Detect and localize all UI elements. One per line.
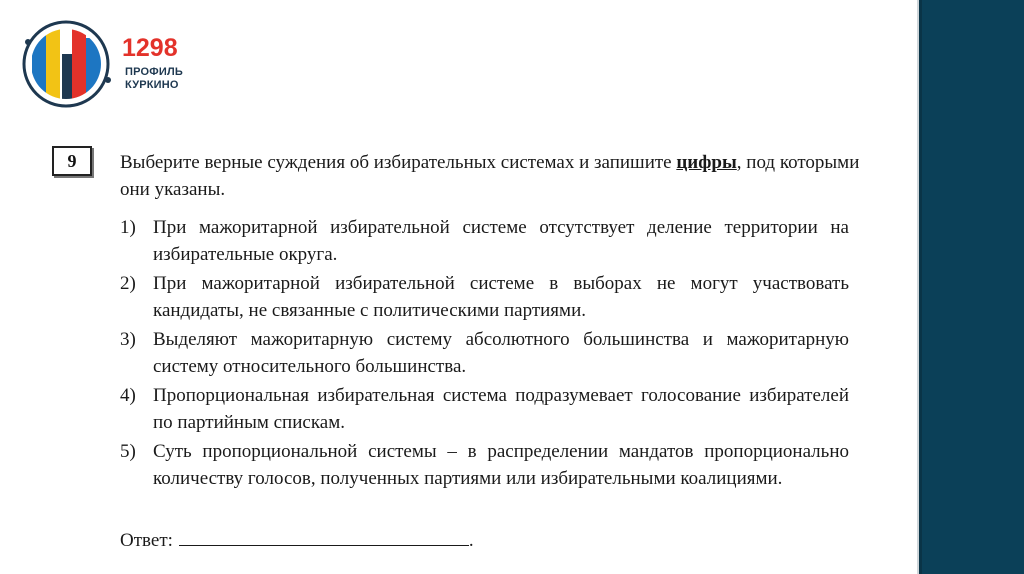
option-item <box>120 438 849 492</box>
option-item <box>120 382 849 436</box>
option-text: При мажоритарной избирательной системе отсутствует деление территории на избирательные округа. <box>153 217 849 265</box>
school-logo <box>18 14 188 114</box>
logo-line-2: КУРКИНО <box>125 79 179 91</box>
task-number-box: 9 <box>52 146 92 176</box>
task-question <box>120 149 860 203</box>
logo-emblem-icon <box>18 14 122 114</box>
question-text-end: , под которыми они указаны. <box>120 152 860 200</box>
logo-number: 1298 <box>122 34 178 62</box>
answer-row <box>120 525 474 554</box>
logo-line-1: ПРОФИЛЬ <box>125 66 183 78</box>
option-text: Выделяют мажоритарную систему абсолютного большинства и мажоритарную систему относительного большинства. <box>153 329 849 377</box>
option-number: 1) <box>120 217 136 238</box>
answer-field[interactable] <box>179 525 469 546</box>
option-number: 2) <box>120 273 136 294</box>
right-side-panel <box>919 0 1024 574</box>
option-number: 5) <box>120 441 136 462</box>
option-number: 3) <box>120 329 136 350</box>
option-text: При мажоритарной избирательной системе в выборах не могут участвовать кандидаты, не связанные с политическими партиями. <box>153 273 849 321</box>
option-number: 4) <box>120 385 136 406</box>
answer-end: . <box>468 530 474 551</box>
option-text: Пропорциональная избирательная система подразумевает голосование избирателей по партийным спискам. <box>153 385 849 433</box>
question-emphasis: цифры <box>676 152 737 173</box>
question-text-start: Выберите верные суждения об избирательных системах и запишите <box>120 152 677 173</box>
option-text: Суть пропорциональной системы – в распределении мандатов пропорционально количеству голосов, полученных партиями или избирательными коалициями. <box>153 441 849 489</box>
option-item <box>120 214 849 268</box>
answer-label: Ответ: <box>120 530 173 551</box>
option-item <box>120 326 849 380</box>
options-list <box>120 214 849 494</box>
option-item <box>120 270 849 324</box>
